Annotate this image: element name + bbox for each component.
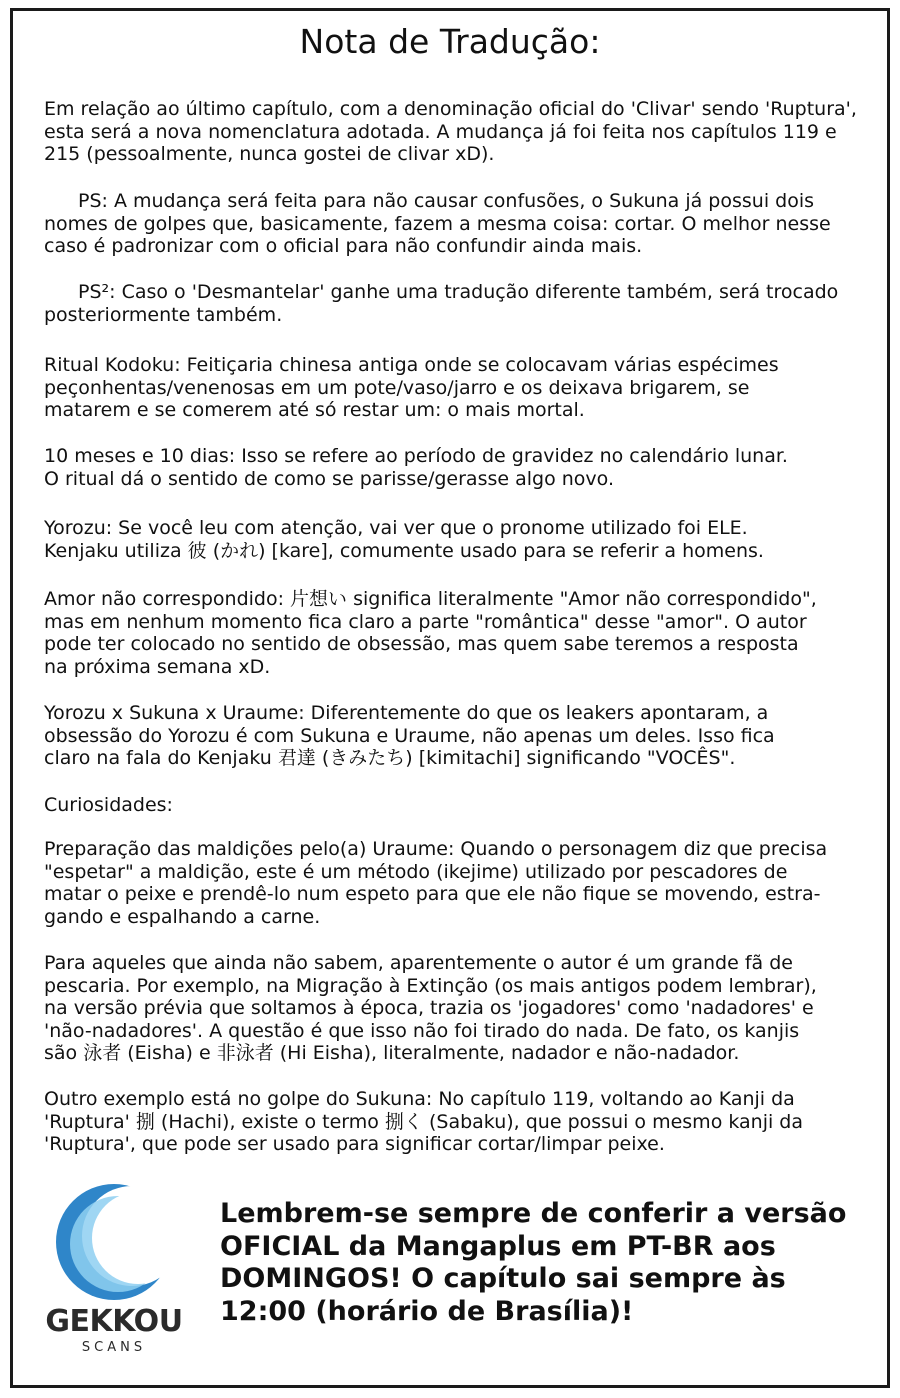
text-line: gando e espalhando a carne. [44, 905, 321, 928]
text-line: 215 (pessoalmente, nunca gostei de clivar xD). [44, 143, 495, 165]
logo-subtitle: SCANS [81, 1340, 147, 1355]
paragraph-ritual-kodoku [44, 354, 854, 422]
text-line: Outro exemplo está no golpe do Sukuna: No capítulo 119, voltando ao Kanji da [44, 1088, 795, 1110]
text-line: PS²: Caso o 'Desmantelar' ganhe uma tradução diferente também, será trocado [78, 281, 839, 303]
text-line: Em relação ao último capítulo, com a denominação oficial do 'Clivar' sendo 'Ruptura', [44, 98, 857, 120]
text-line: 'Ruptura' 捌 (Hachi), existe o termo 捌く (Sabaku), que possui o mesmo kanji da [44, 1110, 804, 1133]
release-notice [220, 1198, 870, 1328]
paragraph-ruptura-naming [44, 98, 857, 166]
text-line: peçonhentas/venenosas em um pote/vaso/jarro e os deixava brigarem, se [44, 376, 750, 399]
paragraph-ps-1 [44, 190, 854, 258]
paragraph-yorozu-sukuna-uraume [44, 702, 854, 770]
text-line: pode ter colocado no sentido de obsessão, mas quem sabe teremos a resposta [44, 633, 799, 655]
paragraph-preparacao-maldicoes [44, 838, 854, 928]
text-line: Ritual Kodoku: Feitiçaria chinesa antiga onde se colocavam várias espécimes [44, 354, 779, 376]
paragraph-10-meses [44, 445, 854, 490]
text-line: 'não-nadadores'. A questão é que isso não foi tirado do nada. De fato, os kanjis [44, 1019, 800, 1042]
text-line: pescaria. Por exemplo, na Migração à Extinção (os mais antigos podem lembrar), [44, 974, 817, 997]
text-line: matar o peixe e prendê-lo num espeto para que ele não fique se movendo, estra- [44, 883, 821, 905]
page-title: Nota de Tradução: [299, 22, 601, 61]
text-line: Amor não correspondido: 片想い significa literalmente "Amor não correspondido", [44, 588, 817, 610]
notice-line: Lembrem-se sempre de conferir a versão [220, 1198, 847, 1229]
text-line: "espetar" a maldição, este é um método (ikejime) utilizado por pescadores de [44, 860, 788, 883]
text-line: claro na fala do Kenjaku 君達 (きみたち) [kimitachi] significando "VOCÊS". [44, 747, 736, 769]
text-line: nomes de golpes que, basicamente, fazem a mesma coisa: cortar. O melhor nesse [44, 212, 831, 235]
text-line: Yorozu x Sukuna x Uraume: Diferentemente do que os leakers apontaram, a [44, 702, 769, 724]
text-line: na próxima semana xD. [44, 655, 271, 678]
text-line: na versão prévia que soltamos à época, trazia os 'jogadores' como 'nadadores' e [44, 997, 814, 1019]
logo-wordmark: GEKKOU [45, 1304, 183, 1339]
paragraph-yorozu [44, 517, 854, 562]
text-line: esta será a nova nomenclatura adotada. A mudança já foi feita nos capítulos 119 e [44, 120, 837, 143]
text-line: 10 meses e 10 dias: Isso se refere ao período de gravidez no calendário lunar. [44, 445, 788, 467]
text-line: mas em nenhum momento fica claro a parte "romântica" desse "amor". O autor [44, 610, 807, 633]
paragraph-golpe-sukuna [44, 1088, 854, 1156]
text-line: O ritual dá o sentido de como se parisse/gerasse algo novo. [44, 467, 614, 490]
text-line: 'Ruptura', que pode ser usado para significar cortar/limpar peixe. [44, 1133, 665, 1155]
text-line: PS: A mudança será feita para não causar confusões, o Sukuna já possui dois [78, 190, 815, 212]
text-line: Preparação das maldições pelo(a) Uraume: Quando o personagem diz que precisa [44, 838, 828, 860]
text-line: caso é padronizar com o oficial para não confundir ainda mais. [44, 235, 643, 257]
paragraph-pescaria [44, 952, 854, 1065]
text-line: posteriormente também. [44, 303, 283, 326]
text-line: são 泳者 (Eisha) e 非泳者 (Hi Eisha), literalmente, nadador e não-nadador. [44, 1042, 740, 1064]
notice-line: OFICIAL da Mangaplus em PT-BR aos [220, 1230, 776, 1262]
text-line: Para aqueles que ainda não sabem, aparentemente o autor é um grande fã de [44, 952, 793, 974]
paragraph-amor-nao-correspondido [44, 588, 854, 678]
text-line: Curiosidades: [44, 794, 173, 816]
gekkou-scans-logo [36, 1182, 192, 1367]
notice-line: DOMINGOS! O capítulo sai sempre às [220, 1263, 786, 1294]
text-line: matarem e se comerem até só restar um: o mais mortal. [44, 399, 585, 421]
notice-line: 12:00 (horário de Brasília)! [220, 1295, 634, 1327]
section-heading-curiosidades [44, 794, 854, 817]
paragraph-ps-2 [44, 281, 854, 326]
text-line: Kenjaku utiliza 彼 (かれ) [kare], comumente usado para se referir a homens. [44, 539, 764, 562]
text-line: Yorozu: Se você leu com atenção, vai ver que o pronome utilizado foi ELE. [44, 517, 748, 539]
crescent-moon-icon [36, 1182, 192, 1304]
text-line: obsessão do Yorozu é com Sukuna e Uraume, não apenas um deles. Isso fica [44, 724, 775, 747]
